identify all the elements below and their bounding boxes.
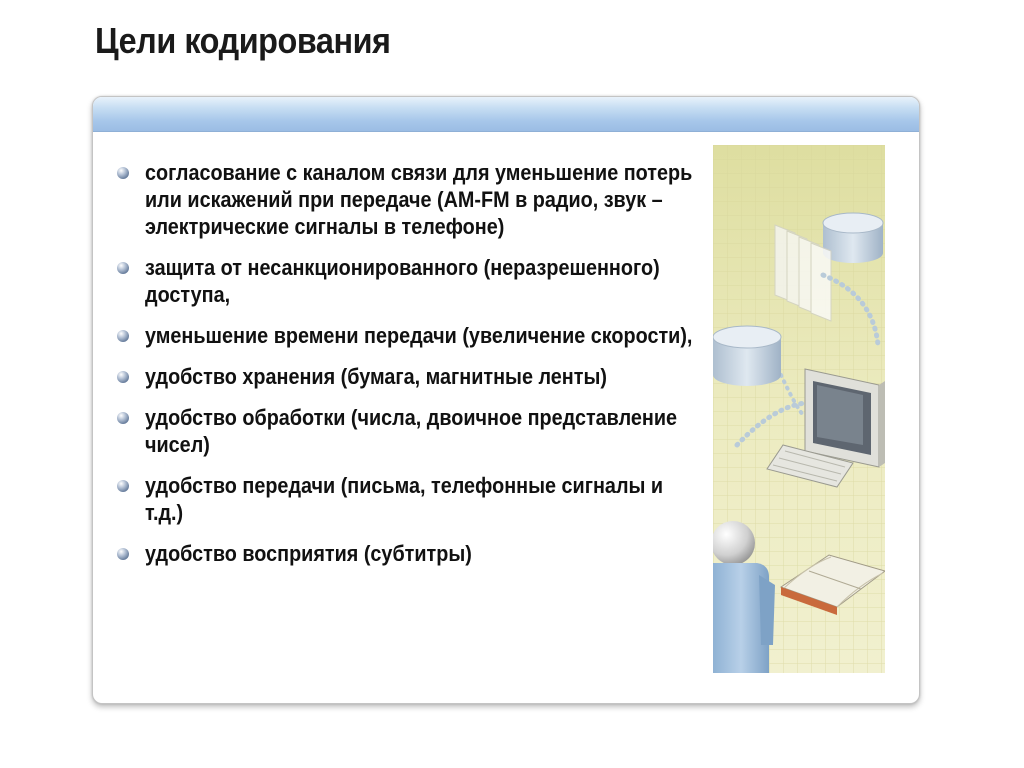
bullet-icon: [117, 262, 129, 274]
illustration: [713, 145, 885, 673]
panel-header-band: [93, 97, 919, 132]
bullet-icon: [117, 480, 129, 492]
bullet-text: удобство обработки (числа, двоичное представление чисел): [145, 405, 678, 457]
list-item: [115, 404, 678, 458]
bullet-text: защита от несанкционированного (неразрешенного) доступа,: [145, 255, 660, 307]
bullet-icon: [117, 167, 129, 179]
database-icon: [713, 326, 781, 386]
list-item: [115, 254, 675, 308]
page-title: Цели кодирования: [95, 20, 391, 61]
computer-monitor-icon: [805, 369, 885, 467]
bullet-text: удобство восприятия (субтитры): [145, 541, 472, 566]
list-item: [115, 363, 675, 390]
list-item: [115, 472, 675, 526]
bullet-icon: [117, 548, 129, 560]
list-item: [115, 159, 693, 240]
database-icon: [823, 213, 883, 263]
content-panel: [92, 96, 920, 704]
bullet-icon: [117, 371, 129, 383]
bullet-icon: [117, 412, 129, 424]
bullet-icon: [117, 330, 129, 342]
bullet-text: удобство передачи (письма, телефонные сигналы и т.д.): [145, 473, 664, 525]
bullet-text: уменьшение времени передачи (увеличение скорости),: [145, 323, 693, 348]
bullet-list: [115, 159, 693, 581]
bullet-text: удобство хранения (бумага, магнитные ленты): [145, 364, 607, 389]
bullet-text: согласование с каналом связи для уменьшение потерь или искажений при передаче (AM-FM в радио, звук – электрические сигналы в телефоне): [145, 160, 693, 239]
list-item: [115, 322, 693, 349]
list-item: [115, 540, 675, 567]
